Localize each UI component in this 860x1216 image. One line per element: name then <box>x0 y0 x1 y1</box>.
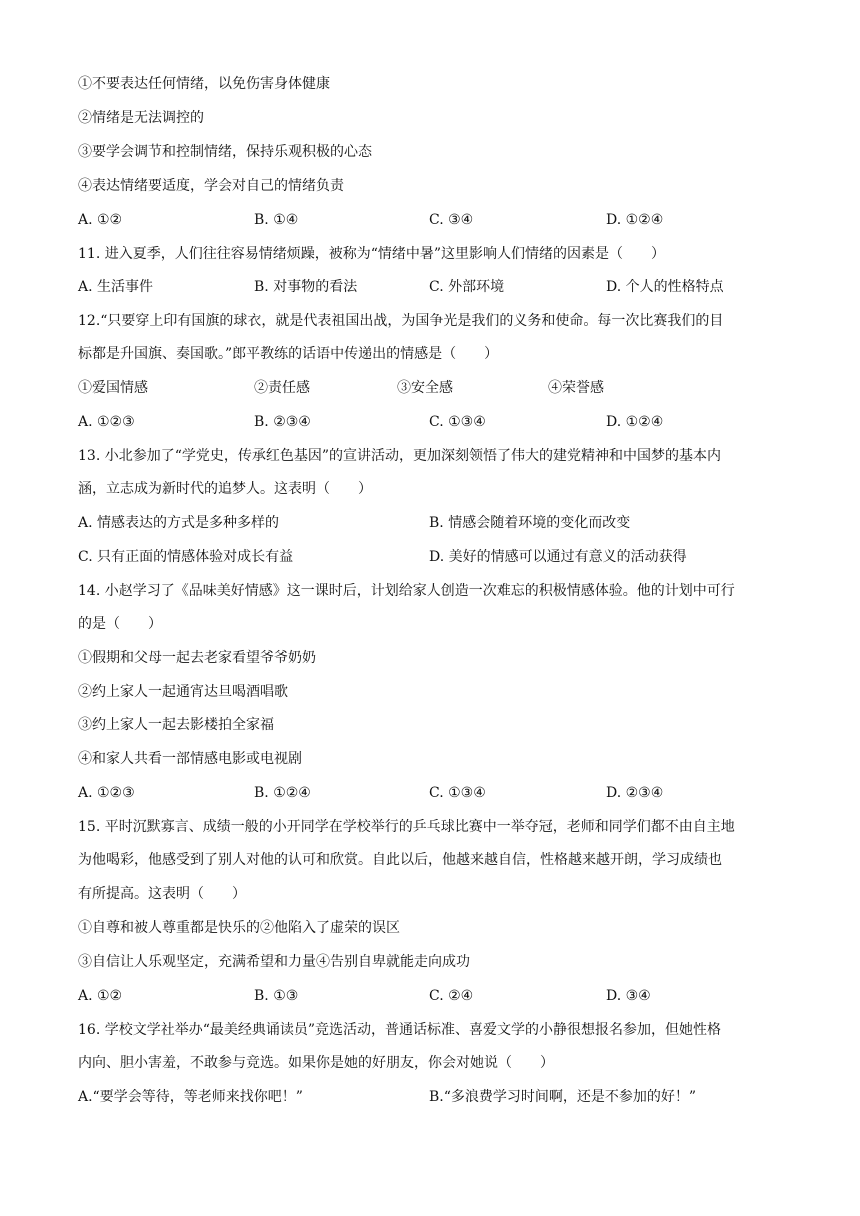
statement: ③约上家人一起去影楼拍全家福 <box>78 717 274 733</box>
statement: ④表达情绪要适度，学会对自己的情绪负责 <box>78 178 344 194</box>
option-c: C. 只有正面的情感体验对成长有益 <box>78 549 294 565</box>
option-c: C. ③④ <box>429 212 474 228</box>
statement: ④荣誉感 <box>548 380 604 396</box>
option-b: B.“多浪费学习时间啊，还是不参加的好！” <box>429 1089 697 1105</box>
option-b: B. ②③④ <box>254 414 311 430</box>
question-stem: 有所提高。这表明（ ） <box>78 886 246 902</box>
option-d: D. 美好的情感可以通过有意义的活动获得 <box>429 549 687 565</box>
option-a: A. 情感表达的方式是多种多样的 <box>78 515 280 531</box>
question-stem: 15. 平时沉默寡言、成绩一般的小开同学在学校举行的乒乓球比赛中一举夺冠，老师和同学们都不由自主地 <box>78 819 735 835</box>
question-stem: 16. 学校文学社举办“最美经典诵读员”竞选活动，普通话标准、喜爱文学的小静很想报名参加，但她性格 <box>78 1022 722 1038</box>
statement: ④和家人共看一部情感电影或电视剧 <box>78 751 302 767</box>
question-stem: 标都是升国旗、奏国歌。”郎平教练的话语中传递出的情感是（ ） <box>78 346 499 362</box>
option-d: D. ②③④ <box>606 785 664 801</box>
question-stem: 为他喝彩，他感受到了别人对他的认可和欣赏。自此以后，他越来越自信，性格越来越开朗，学习成绩也 <box>78 852 722 868</box>
question-stem: 涵，立志成为新时代的追梦人。这表明（ ） <box>78 481 372 497</box>
statement: ①假期和父母一起去老家看望爷爷奶奶 <box>78 650 316 666</box>
question-stem: 11. 进入夏季，人们往往容易情绪烦躁，被称为“情绪中暑”这里影响人们情绪的因素是（ ） <box>78 246 666 262</box>
statement: ②情绪是无法调控的 <box>78 110 204 126</box>
option-c: C. 外部环境 <box>429 279 505 295</box>
question-stem: 12.“只要穿上印有国旗的球衣，就是代表祖国出战，为国争光是我们的义务和使命。每一次比赛我们的目 <box>78 313 724 329</box>
option-a: A. ①② <box>78 212 123 228</box>
statement: ②责任感 <box>254 380 310 396</box>
option-b: B. ①③ <box>254 988 299 1004</box>
option-c: C. ①③④ <box>429 414 486 430</box>
option-b: B. 情感会随着环境的变化而改变 <box>429 515 631 531</box>
option-d: D. ①②④ <box>606 414 664 430</box>
question-stem: 内向、胆小害羞，不敢参与竞选。如果你是她的好朋友，你会对她说（ ） <box>78 1055 554 1071</box>
option-a: A. ①② <box>78 988 123 1004</box>
option-a: A. ①②③ <box>78 785 135 801</box>
statement: ②约上家人一起通宵达旦喝酒唱歌 <box>78 684 288 700</box>
statement: ①不要表达任何情绪，以免伤害身体健康 <box>78 76 330 92</box>
question-stem: 的是（ ） <box>78 616 162 632</box>
statement: ③要学会调节和控制情绪，保持乐观积极的心态 <box>78 144 372 160</box>
option-d: D. 个人的性格特点 <box>606 279 724 295</box>
statement: ①爱国情感 <box>78 380 148 396</box>
option-b: B. 对事物的看法 <box>254 279 358 295</box>
option-a: A. ①②③ <box>78 414 135 430</box>
statement: ③自信让人乐观坚定，充满希望和力量④告别自卑就能走向成功 <box>78 954 470 970</box>
option-d: D. ①②④ <box>606 212 664 228</box>
option-b: B. ①②④ <box>254 785 311 801</box>
option-c: C. ②④ <box>429 988 474 1004</box>
statement: ③安全感 <box>397 380 453 396</box>
option-b: B. ①④ <box>254 212 299 228</box>
question-stem: 13. 小北参加了“学党史，传承红色基因”的宣讲活动，更加深刻领悟了伟大的建党精神和中国梦的基本内 <box>78 448 722 464</box>
option-a: A.“要学会等待，等老师来找你吧！” <box>78 1089 303 1105</box>
statement: ①自尊和被人尊重都是快乐的②他陷入了虚荣的误区 <box>78 920 400 936</box>
option-a: A. 生活事件 <box>78 279 154 295</box>
option-c: C. ①③④ <box>429 785 486 801</box>
option-d: D. ③④ <box>606 988 651 1004</box>
question-stem: 14. 小赵学习了《品味美好情感》这一课时后，计划给家人创造一次难忘的积极情感体验。他的计划中可行 <box>78 583 735 599</box>
